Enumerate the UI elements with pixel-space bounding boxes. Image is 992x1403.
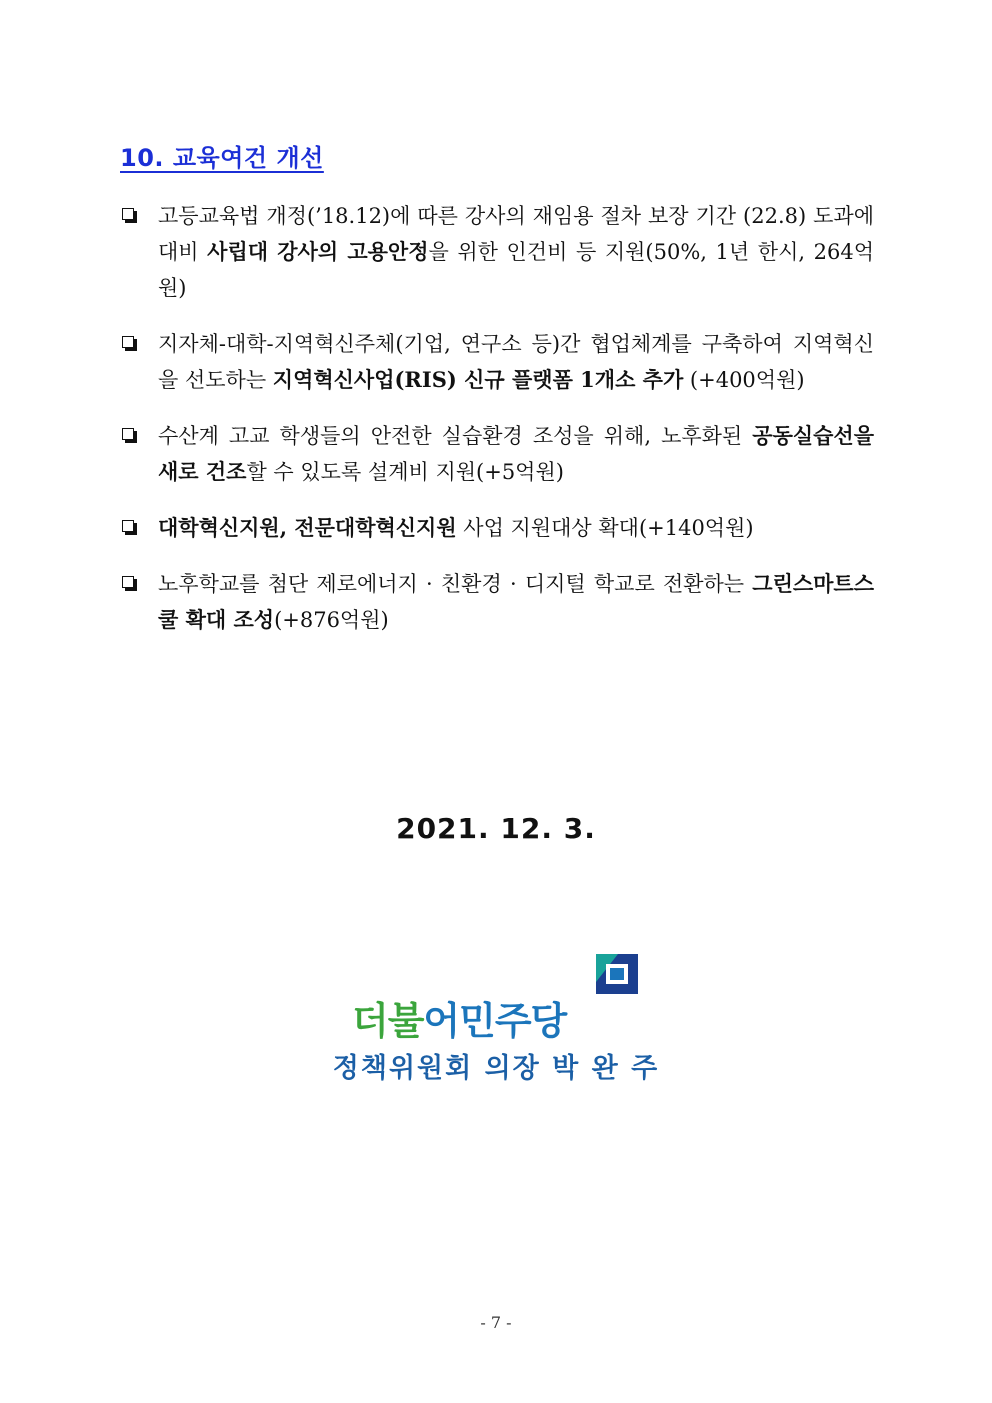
bullet-text: (+400억원): [683, 368, 805, 392]
checkbox-bullet-icon: [122, 520, 134, 532]
party-logo: [350, 950, 650, 1050]
checkbox-bullet-icon: [122, 336, 134, 348]
page-number: - 7 -: [480, 1313, 512, 1332]
bullet-text: 노후학교를 첨단 제로에너지 · 친환경 · 디지털 학교로 전환하는: [158, 572, 753, 596]
checkbox-bullet-icon: [122, 428, 134, 440]
bullet-bold-text: 지역혁신사업(RIS) 신규 플랫폼 1개소 추가: [272, 367, 684, 392]
bullet-text: 을 위한 인건비 등 지원(50%, 1년 한시, 264억원): [158, 240, 875, 300]
party-name-blue: 어민주당: [423, 999, 567, 1043]
bullet-list: [120, 198, 874, 638]
bullet-bold-text: 사립대 강사의 고용안정: [207, 239, 429, 264]
checkbox-bullet-icon: [122, 576, 134, 588]
bullet-item-5: [120, 566, 874, 638]
bullet-bold-text: 공동실습선을 새로 건조: [158, 423, 874, 484]
party-flag-icon: [594, 952, 640, 996]
bullet-text: 수산계 고교 학생들의 안전한 실습환경 조성을 위해, 노후화된: [158, 424, 753, 448]
document-date: 2021. 12. 3.: [396, 812, 596, 845]
bullet-bold-text: 대학혁신지원, 전문대학혁신지원: [158, 515, 457, 540]
section-title: 10. 교육여건 개선: [120, 144, 324, 172]
bullet-text: 지자체-대학-지역혁신주체(기업, 연구소 등)간 협업체계를 구축하여 지역혁신을 선도하는: [158, 332, 874, 392]
bullet-item-3: [120, 418, 874, 490]
bullet-text: 할 수 있도록 설계비 지원(+5억원): [246, 460, 564, 484]
checkbox-bullet-icon: [122, 208, 134, 220]
bullet-item-2: [120, 326, 874, 398]
bullet-bold-text: 그린스마트스쿨 확대 조성: [158, 571, 874, 632]
bullet-text: 고등교육법 개정(’18.12)에 따른 강사의 재임용 절차 보장 기간 (22.8) 도과에 대비: [158, 204, 874, 264]
bullet-text: 사업 지원대상 확대(+140억원): [456, 516, 754, 540]
bullet-text: (+876억원): [274, 608, 389, 632]
party-name-green: 더불: [352, 999, 424, 1043]
party-name: [352, 990, 566, 1045]
signature: 정책위원회 의장 박 완 주: [332, 1053, 660, 1084]
bullet-item-1: [120, 198, 874, 306]
bullet-item-4: [120, 510, 874, 546]
